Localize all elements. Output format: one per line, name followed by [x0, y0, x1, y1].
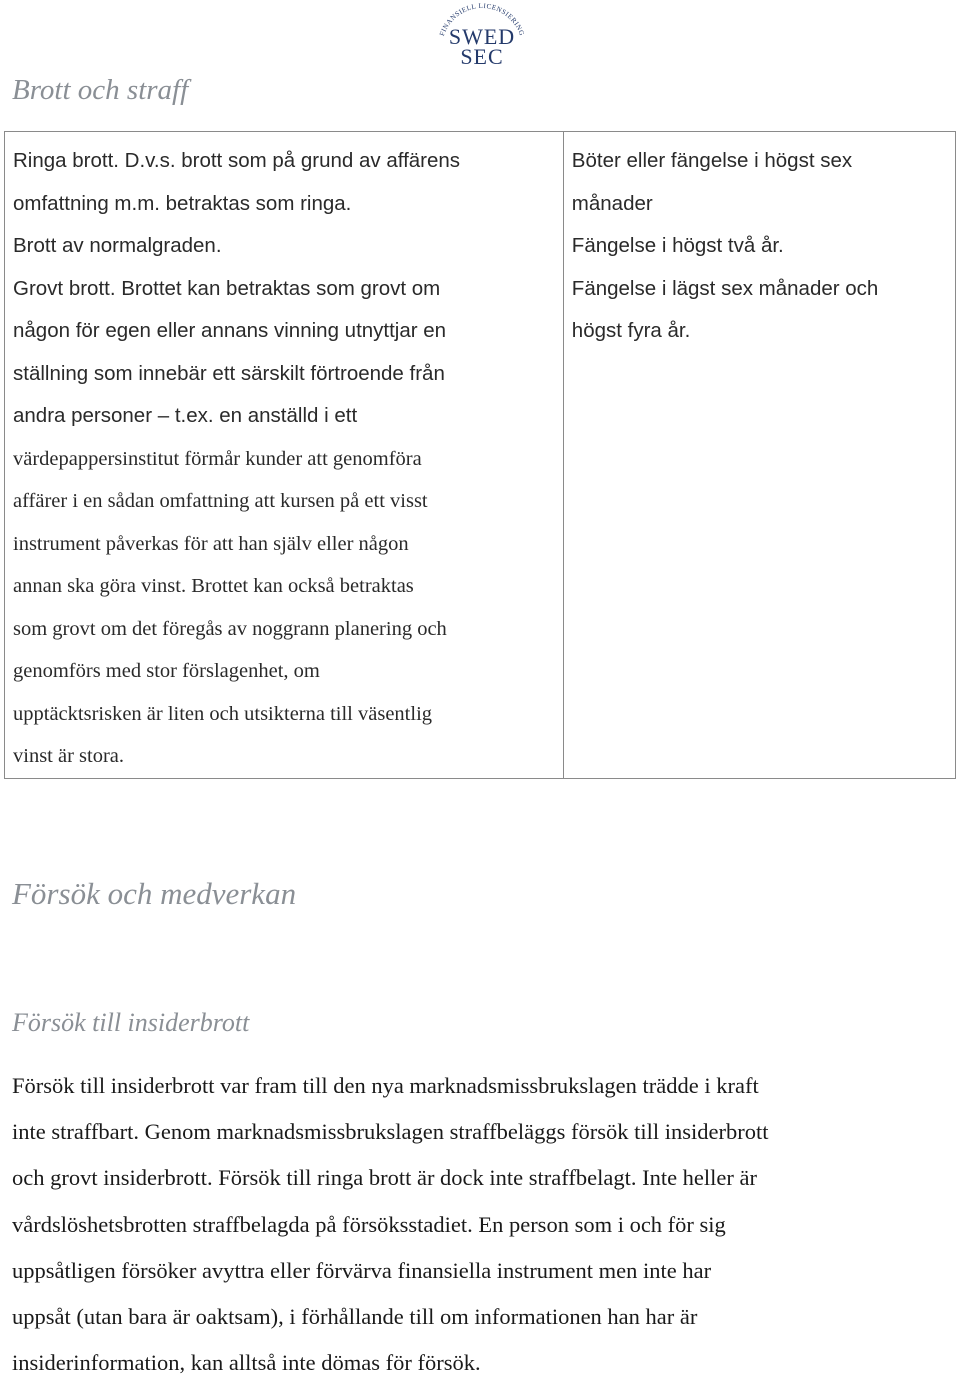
- paragraph-line: Försök till insiderbrott var fram till den nya marknadsmissbrukslagen trädde i kraft: [12, 1073, 759, 1098]
- paragraph-line: uppsåtligen försöker avyttra eller förvärva finansiella instrument men inte har: [12, 1257, 712, 1283]
- offence-line: Brott av normalgraden.: [13, 234, 222, 257]
- penalty-line: månader: [571, 191, 653, 215]
- penalty-line: högst fyra år.: [571, 319, 691, 342]
- offence-line: omfattning m.m. betraktas som ringa.: [13, 191, 352, 215]
- swedsec-logo: [434, 0, 530, 70]
- offence-cell: [5, 132, 564, 779]
- penalty-cell: [563, 132, 955, 779]
- logo-arc-text: FINANSIELL LICENSIERING: [438, 1, 526, 38]
- body-paragraph: [12, 1063, 952, 1386]
- offence-line: upptäcktsrisken är liten och utsikterna till väsentlig: [13, 702, 433, 725]
- swedsec-logo-graphic: [434, 0, 530, 70]
- offence-line: instrument påverkas för att han själv eller någon: [13, 532, 409, 555]
- paragraph-line: inte straffbart. Genom marknadsmissbrukslagen straffbeläggs försök till insiderbrott: [12, 1119, 769, 1145]
- offence-line: ställning som innebär ett särskilt förtroende från: [13, 361, 445, 385]
- logo-line2: SEC: [460, 44, 504, 69]
- section-heading-brott-och-straff: Brott och straff: [12, 74, 189, 106]
- penalty-line: Böter eller fängelse i högst sex: [571, 149, 853, 172]
- penalty-table: [4, 131, 956, 779]
- offence-line: vinst är stora.: [13, 745, 125, 767]
- offence-line: genomförs med stor förslagenhet, om: [13, 660, 320, 682]
- section-heading-forsok-och-medverkan: Försök och medverkan: [12, 876, 297, 911]
- paragraph-line: uppsåt (utan bara är oaktsam), i förhållande till om informationen han har är: [12, 1304, 698, 1330]
- paragraph-line: vårdslöshetsbrotten straffbelagda på försöksstadiet. En person som i och för sig: [12, 1211, 726, 1237]
- logo-line1: SWED: [448, 24, 516, 49]
- offence-line: Ringa brott. D.v.s. brott som på grund av affärens: [13, 149, 461, 172]
- table-row: [5, 132, 956, 779]
- offence-line: affärer i en sådan omfattning att kursen på ett visst: [13, 490, 428, 512]
- offence-line: någon för egen eller annans vinning utnyttjar en: [13, 319, 447, 342]
- paragraph-line: insiderinformation, kan alltså inte dömas för försök.: [12, 1350, 481, 1376]
- offence-line: annan ska göra vinst. Brottet kan också betraktas: [13, 575, 414, 597]
- penalty-line: Fängelse i lägst sex månader och: [571, 276, 879, 300]
- offence-line: värdepappersinstitut förmår kunder att genomföra: [13, 447, 422, 470]
- penalty-line: Fängelse i högst två år.: [571, 234, 784, 257]
- offence-line: som grovt om det föregås av noggrann planering och: [13, 617, 447, 640]
- offence-line: andra personer – t.ex. en anställd i ett: [13, 404, 358, 427]
- paragraph-line: och grovt insiderbrott. Försök till ringa brott är dock inte straffbelagt. Inte heller är: [12, 1165, 758, 1191]
- offence-line: Grovt brott. Brottet kan betraktas som grovt om: [13, 276, 441, 300]
- subheading-forsok-till-insiderbrott: Försök till insiderbrott: [12, 1008, 250, 1037]
